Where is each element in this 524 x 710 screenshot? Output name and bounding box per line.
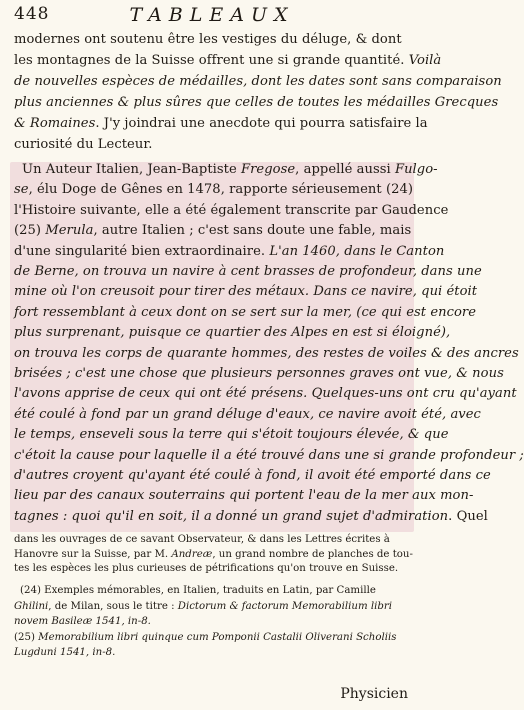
text-run: , élu Doge de Gênes en 1478, rapporte sérieusement (24) [28,182,414,198]
text-run: Fulgo- [394,162,438,177]
text-line [14,32,408,47]
text-line [14,447,524,463]
text-run: modernes ont soutenu être les vestiges du déluge, & dont [14,32,402,47]
text-run: (25) [14,631,39,643]
text-run: été coulé à fond par un grand déluge d'eaux, ce navire avoit été, avec [14,406,481,422]
text-run: curiosité du Lecteur. [14,137,153,152]
text-line [14,366,504,381]
text-run: plus surprenant, puisque ce quartier des Alpes en est si éloigné), [14,325,451,341]
text-run: (24) Exemples mémorables, en Italien, traduits en Latin, par Camille [20,585,376,596]
text-run: d'une singularité bien extraordinaire. [14,243,270,259]
text-run: novem Basileæ 1541, in-8. [14,616,151,627]
text-run: les montagnes de la Suisse offrent une si grande quantité. [14,53,409,68]
text-line [14,95,499,110]
text-line [14,202,449,218]
text-line [14,223,412,239]
text-line [14,182,414,198]
text-run: d'autres croyent qu'ayant été coulé à fond, il avoit été emporté dans ce [14,468,491,483]
text-run: Fregose [240,162,296,177]
text-run: brisées ; c'est une chose que plusieurs personnes graves ont vue, & nous [14,366,504,381]
text-line [14,53,442,68]
text-run: c'étoit la cause pour laquelle il a été trouvé dans une si grande profondeur ; [14,447,524,463]
text-run: , appellé aussi [295,162,395,177]
text-line [14,563,408,574]
text-run: L'an 1460, dans le Canton [269,243,445,259]
text-run: Dictorum & factorum Memorabilium libri [177,600,393,612]
running-head: TABLEAUX [129,4,295,26]
text-run: l'Histoire suivante, elle a été également transcrite par Gaudence [14,202,449,218]
text-line [14,137,408,152]
text-run: , autre Italien ; c'est sans doute une fable, mais [93,223,412,239]
text-line [14,508,488,524]
text-line [14,74,502,89]
text-run: & Romaines [14,116,96,131]
text-line [14,284,478,300]
text-run: Memorabilium libri quinque cum Pomponii Castalii Oliverani Scholiis [38,631,397,643]
text-run: on trouva les corps de quarante hommes, des restes de voiles & des ancres [14,345,519,361]
text-run: , un grand nombre de planches de tou- [212,548,413,560]
text-line [14,534,408,545]
text-line [14,427,449,443]
text-line [14,325,451,341]
text-line [14,345,519,361]
text-line [14,647,408,658]
text-line [14,632,408,643]
text-line [14,406,481,422]
page-number: 448 [14,4,50,24]
text-line [14,116,428,131]
text-run: Ghilini [14,600,49,612]
text-run: . J'y joindrai une anecdote qui pourra satisfaire la [95,116,428,131]
text-run: le temps, enseveli sous la terre qui s'étoit toujours élevée, & que [14,427,449,443]
text-run: Andreæ [171,548,213,560]
text-run: l'avons apprise de ceux qui ont été présens. Quelques-uns ont cru qu'ayant [14,386,517,402]
text-run: lieu par des canaux souterrains qui portent l'eau de la mer aux mon- [14,488,474,504]
text-run: Lugduni 1541, in-8. [14,647,116,658]
text-line [14,488,474,504]
text-run: plus anciennes & plus sûres que celles de toutes les médailles Grecques [14,95,499,110]
text-run: , de Milan, sous le titre : [48,600,178,612]
page-header [14,4,410,26]
text-run: Hanovre sur la Suisse, par M. [14,548,172,560]
text-run: se [14,182,29,198]
text-run: dans les ouvrages de ce savant Observateur, & dans les Lettres écrites à [14,534,390,545]
text-line [14,304,477,320]
text-run: (25) [14,223,46,239]
text-line [14,243,445,259]
text-line [14,162,438,177]
text-line [14,386,517,402]
text-run: Un Auteur Italien, Jean-Baptiste [22,162,241,177]
text-run: de nouvelles espèces de médailles, dont les dates sont sans comparaison [14,74,502,89]
text-line [14,548,413,560]
text-run: . Quel [448,508,488,524]
text-line [14,601,408,612]
text-run: mine où l'on creusoit pour tirer des métaux. Dans ce navire, qui étoit [14,284,478,300]
text-run: tes les espèces les plus curieuses de pétrifications qu'on trouve en Suisse. [14,563,399,574]
text-line [14,264,482,279]
catchword: Physicien [340,686,408,702]
text-line [14,616,408,627]
text-line [14,468,491,483]
text-run: de Berne, on trouva un navire à cent brasses de profondeur, dans une [14,264,482,279]
text-run: Voilà [408,53,442,68]
text-run: fort ressemblant à ceux dont on se sert sur la mer, (ce qui est encore [14,304,477,320]
text-line [14,585,408,596]
text-run: tagnes : quoi qu'il en soit, il a donné un grand sujet d'admiration [14,508,449,524]
text-run: Merula [45,223,94,239]
